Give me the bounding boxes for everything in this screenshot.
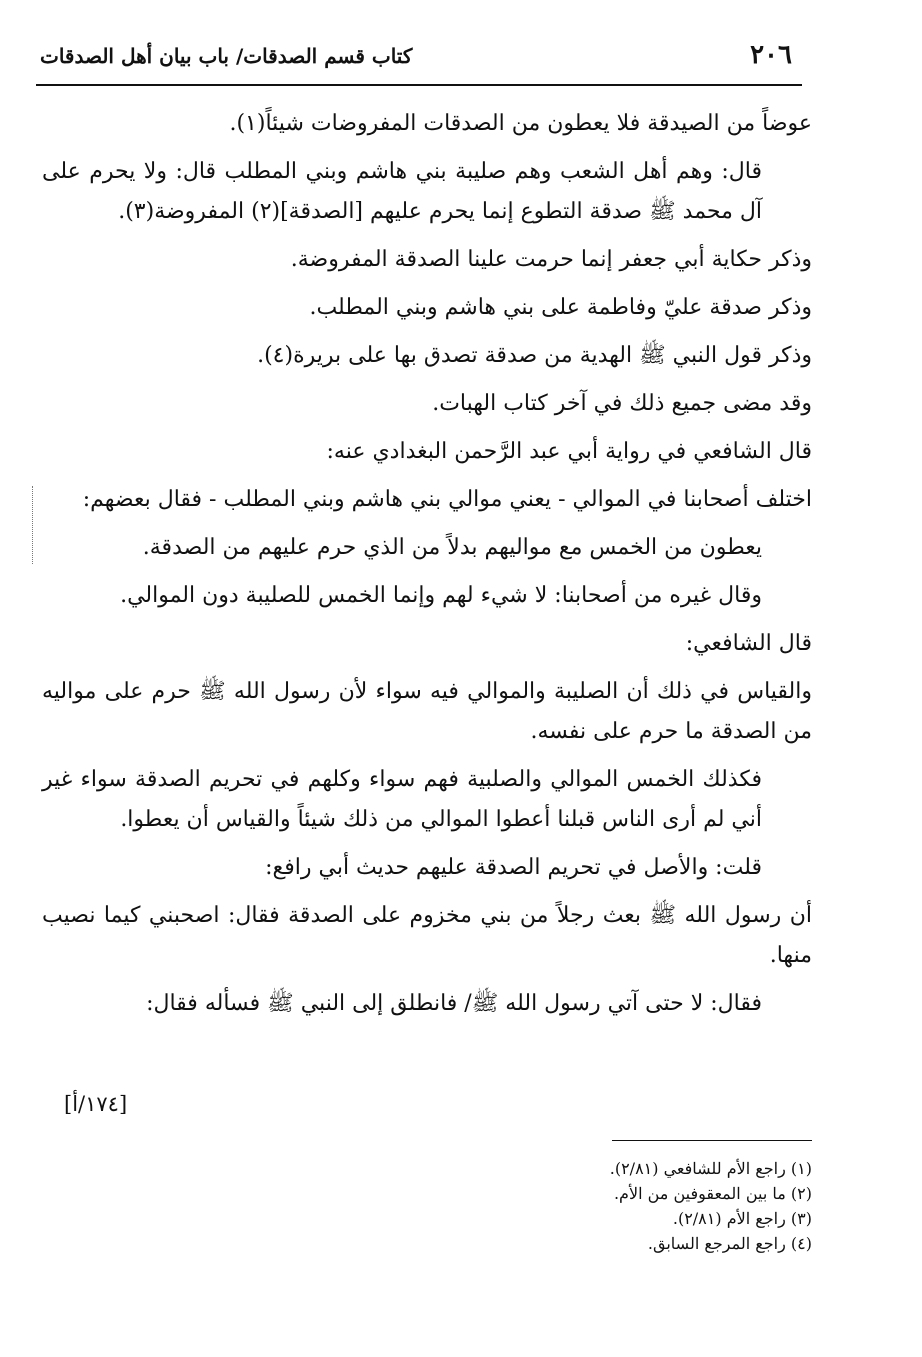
paragraph: وذكر قول النبي ﷺ الهدية من صدقة تصدق بها على بريرة(٤). — [257, 343, 812, 368]
footnotes — [132, 1156, 812, 1256]
paragraph: وقد مضى جميع ذلك في آخر كتاب الهبات. — [432, 391, 812, 416]
paragraph: قلت: والأصل في تحريم الصدقة عليهم حديث أبي رافع: — [265, 855, 762, 880]
paragraph: عوضاً من الصيدقة فلا يعطون من الصدقات المفروضات شيئاً(١). — [229, 111, 812, 136]
paragraph: والقياس في ذلك أن الصليبة والموالي فيه سواء لأن رسول الله ﷺ حرم على مواليه من الصدقة ما حرم على نفسه. — [42, 679, 812, 744]
paragraph: وقال غيره من أصحابنا: لا شيء لهم وإنما الخمس للصليبة دون الموالي. — [120, 583, 762, 608]
running-title: كتاب قسم الصدقات/ باب بيان أهل الصدقات — [40, 44, 413, 68]
footnote: (٢) ما بين المعقوفين من الأم. — [613, 1184, 812, 1203]
paragraph: أن رسول الله ﷺ بعث رجلاً من بني مخزوم على الصدقة فقال: اصحبني كيما نصيب منها. — [42, 903, 812, 968]
paragraph: فقال: لا حتى آتي رسول الله ﷺ/ فانطلق إلى النبي ﷺ فسأله فقال: — [146, 991, 762, 1016]
folio-marker: [١٧٤/أ] — [64, 1092, 128, 1116]
paragraph: قال: وهم أهل الشعب وهم صليبة بني هاشم وبني المطلب قال: ولا يحرم على آل محمد ﷺ صدقة التطوع إنما يحرم عليهم [الصدقة](٢) المفروضة(٣). — [42, 159, 762, 224]
page-number: ٢٠٦ — [750, 40, 792, 70]
paragraph: قال الشافعي في رواية أبي عبد الرَّحمن البغدادي عنه: — [326, 439, 812, 464]
paragraph: وذكر حكاية أبي جعفر إنما حرمت علينا الصدقة المفروضة. — [290, 247, 812, 272]
paragraph: قال الشافعي: — [685, 631, 812, 656]
footnote-divider — [612, 1140, 812, 1141]
footnote: (١) راجع الأم للشافعي (٢/٨١). — [609, 1159, 812, 1178]
page-header — [36, 38, 802, 86]
paragraph: يعطون من الخمس مع مواليهم بدلاً من الذي حرم عليهم من الصدقة. — [142, 535, 762, 560]
paragraph: وذكر صدقة عليّ وفاطمة على بني هاشم وبني المطلب. — [309, 295, 812, 320]
footnote: (٤) راجع المرجع السابق. — [647, 1234, 812, 1253]
footnote: (٣) راجع الأم (٢/٨١). — [672, 1209, 812, 1228]
paragraph: فكذلك الخمس الموالي والصلبية فهم سواء وكلهم في تحريم الصدقة سواء غير أني لم أرى الناس قبلنا أعطوا الموالي من ذلك شيئاً والقياس أن يعطوا. — [42, 767, 762, 832]
main-text — [42, 104, 812, 1032]
paragraph: اختلف أصحابنا في الموالي - يعني موالي بني هاشم وبني المطلب - فقال بعضهم: — [42, 480, 812, 520]
